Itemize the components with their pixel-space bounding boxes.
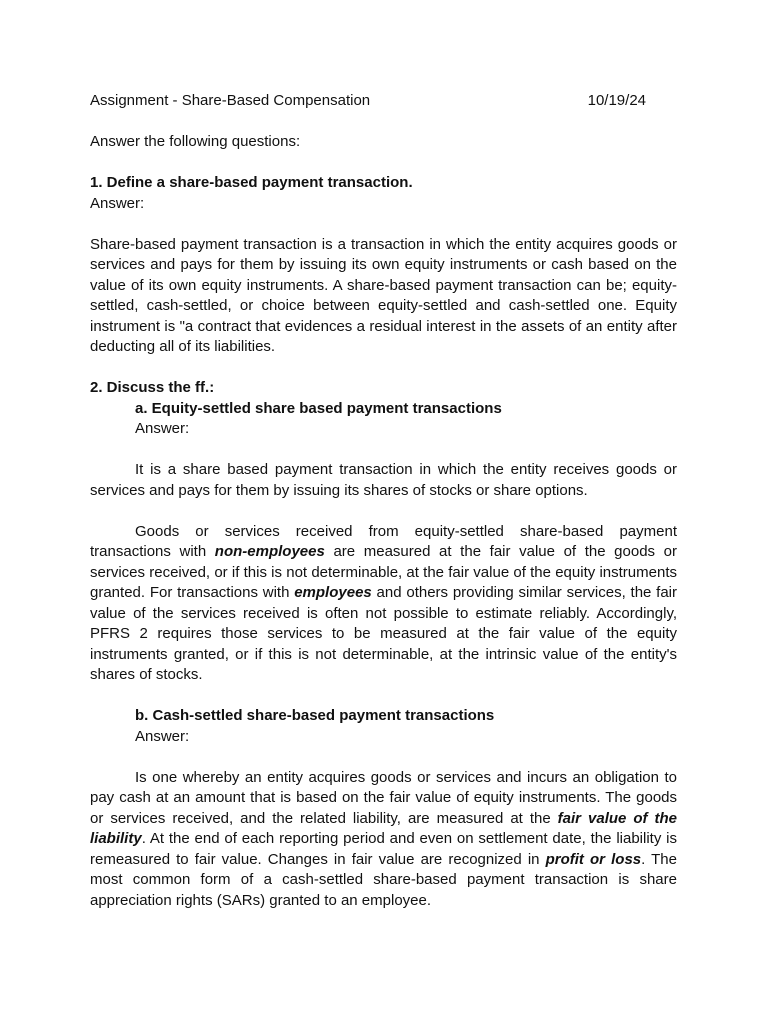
emphasis-profit-or-loss: profit or loss	[545, 850, 642, 868]
question-2-heading: 2. Discuss the ff.:	[90, 379, 215, 396]
document-date: 10/19/24	[587, 92, 646, 109]
question-2b-paragraph-1	[90, 768, 677, 912]
document-title: Assignment - Share-Based Compensation	[90, 92, 371, 109]
question-2b-answer-label: Answer:	[135, 727, 190, 745]
question-2a-paragraph-2	[90, 522, 677, 686]
intro-text: Answer the following questions:	[90, 133, 301, 150]
emphasis-non-employees: non-employees	[214, 543, 325, 560]
emphasis-employees: employees	[294, 584, 372, 601]
emphasis-fair-value-of-liability: fair value of the liability	[90, 809, 677, 847]
paragraph-text: Goods or services received from equity-settled share-based payment transactions with	[90, 522, 677, 560]
question-2a-heading: a. Equity-settled share based payment transactions	[135, 399, 502, 417]
question-2a-paragraph-1: It is a share based payment transaction in which the entity receives goods or services and pays for them by issuing its shares of stocks or share options.	[90, 461, 677, 499]
paragraph-text: Is one whereby an entity acquires goods or services and incurs an obligation to pay cash at an amount that is based on the fair value of equity instruments. The goods or services received, and the related liability, are measured at the	[90, 768, 677, 827]
paragraph-text: . At the end of each reporting period and even on settlement date, the liability is remeasured to fair value. Changes in fair value are recognized in	[90, 830, 677, 868]
question-2a-answer-label: Answer:	[135, 420, 190, 437]
paragraph-text: and others providing similar services, the fair value of the services received is often not possible to estimate reliably. Accordingly, PFRS 2 requires those services to be measured at the fair value of the equity instruments granted, or if this is not determinable, at the intrinsic value of the entity's shares of stocks.	[90, 584, 678, 683]
document-content	[90, 91, 677, 911]
document-header	[90, 91, 677, 112]
question-1-answer: Share-based payment transaction is a transaction in which the entity acquires goods or services and pays for them by issuing its own equity instruments or cash based on the value of its own equity instruments. A share-based payment transaction can be; equity-settled, cash-settled, or choice between equity-settled and cash-settled one. Equity instrument is "a contract that evidences a residual interest in the assets of an entity after deducting all of its liabilities.	[90, 235, 677, 355]
question-1-answer-label: Answer:	[90, 194, 145, 212]
paragraph-text: . The most common form of a cash-settled share-based payment transaction is share appreciation rights (SARs) granted to an employee.	[90, 850, 677, 909]
question-1-heading: 1. Define a share-based payment transaction.	[90, 174, 413, 191]
paragraph-text: are measured at the fair value of the goods or services received, or if this is not determinable, at the fair value of the equity instruments granted. For transactions with	[90, 543, 678, 601]
question-2b-heading: b. Cash-settled share-based payment transactions	[135, 707, 495, 724]
